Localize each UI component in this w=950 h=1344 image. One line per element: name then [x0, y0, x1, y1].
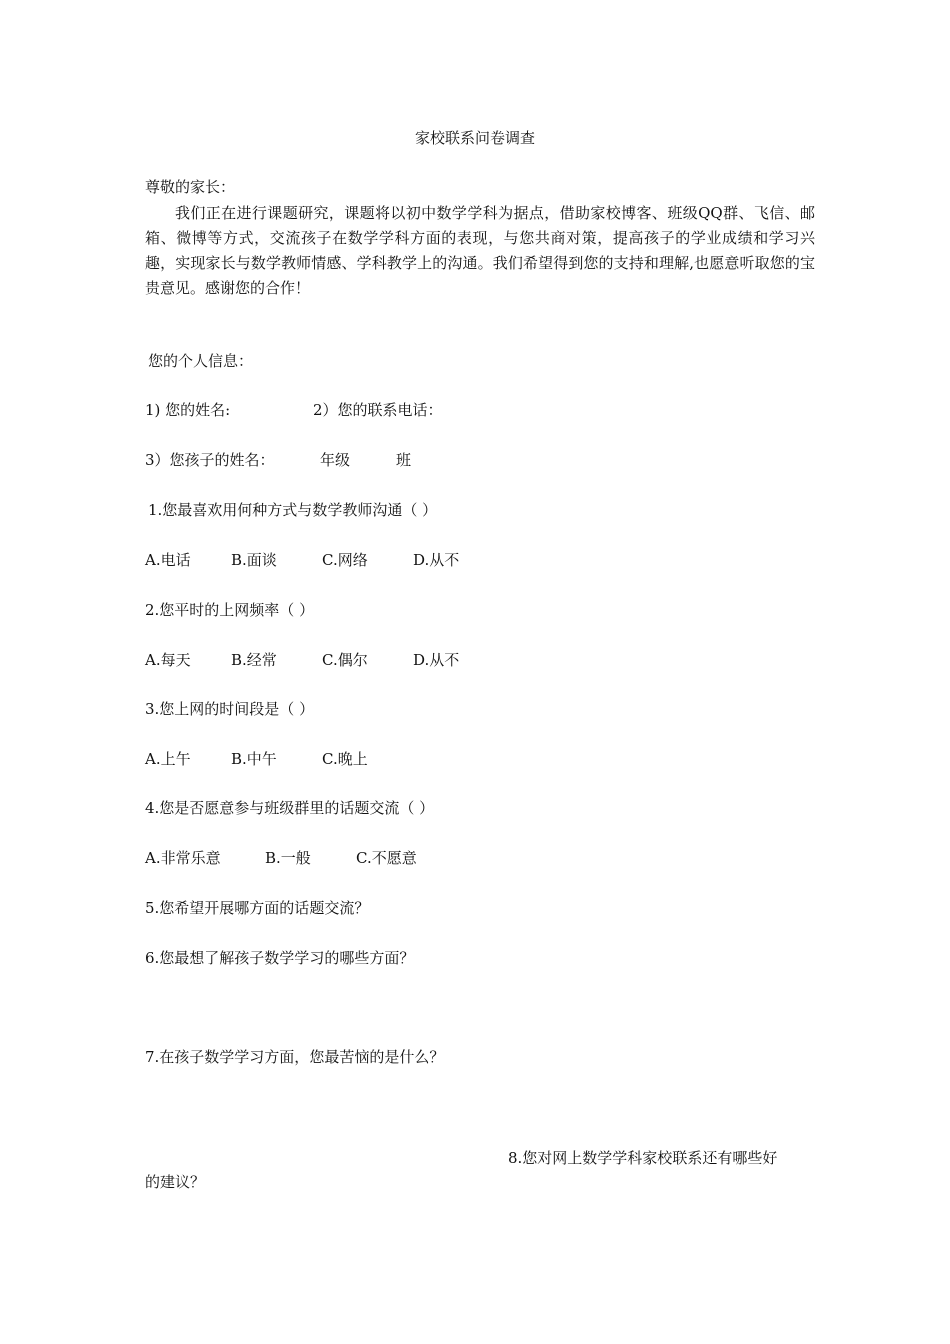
question-8-line-2: 的建议？ — [145, 1173, 206, 1191]
question-1-option-b: B.面谈 — [231, 551, 277, 569]
name-field-label: 1) 您的姓名: — [145, 401, 231, 419]
question-1-option-a: A.电话 — [145, 551, 191, 569]
question-4-option-c: C.不愿意 — [356, 849, 417, 867]
question-2-option-a: A.每天 — [145, 651, 191, 669]
question-4-option-a: A.非常乐意 — [145, 849, 221, 867]
question-3-option-b: B.中午 — [231, 750, 277, 768]
grade-field-label: 年级 — [320, 451, 351, 469]
personal-info-heading: 您的个人信息： — [148, 352, 254, 370]
question-2-option-b: B.经常 — [231, 651, 277, 669]
question-3-option-a: A.上午 — [145, 750, 191, 768]
question-3: 3.您上网的时间段是（ ） — [145, 700, 315, 718]
greeting: 尊敬的家长： — [145, 178, 236, 196]
question-4: 4.您是否愿意参与班级群里的话题交流（ ） — [145, 799, 435, 817]
class-field-label: 班 — [396, 451, 412, 469]
intro-paragraph: 我们正在进行课题研究，课题将以初中数学学科为据点，借助家校博客、班级QQ群、飞信、邮箱、微博等方式，交流孩子在数学学科方面的表现，与您共商对策，提高孩子的学业成绩和学习兴趣，实现家长与数学教师情感、学科教学上的沟通。我们希望得到您的支持和理解,也愿意听取您的宝贵意见。感谢您的合作！ — [145, 204, 815, 297]
question-3-option-c: C.晚上 — [322, 750, 368, 768]
question-2-option-c: C.偶尔 — [322, 651, 368, 669]
question-2: 2.您平时的上网频率（ ） — [145, 601, 315, 619]
question-1-option-d: D.从不 — [413, 551, 460, 569]
question-1-option-c: C.网络 — [322, 551, 368, 569]
question-7: 7.在孩子数学学习方面，您最苦恼的是什么？ — [145, 1048, 445, 1066]
question-6: 6.您最想了解孩子数学学习的哪些方面？ — [145, 949, 415, 967]
question-2-option-d: D.从不 — [413, 651, 460, 669]
question-5: 5.您希望开展哪方面的话题交流？ — [145, 899, 370, 917]
document-title: 家校联系问卷调查 — [414, 129, 535, 147]
question-8-line-1: 8.您对网上数学学科家校联系还有哪些好 — [508, 1149, 778, 1167]
question-4-option-b: B.一般 — [265, 849, 311, 867]
question-1: 1.您最喜欢用何种方式与数学教师沟通（ ） — [148, 501, 438, 519]
child-name-field-label: 3）您孩子的姓名： — [145, 451, 275, 469]
phone-field-label: 2）您的联系电话： — [313, 401, 443, 419]
